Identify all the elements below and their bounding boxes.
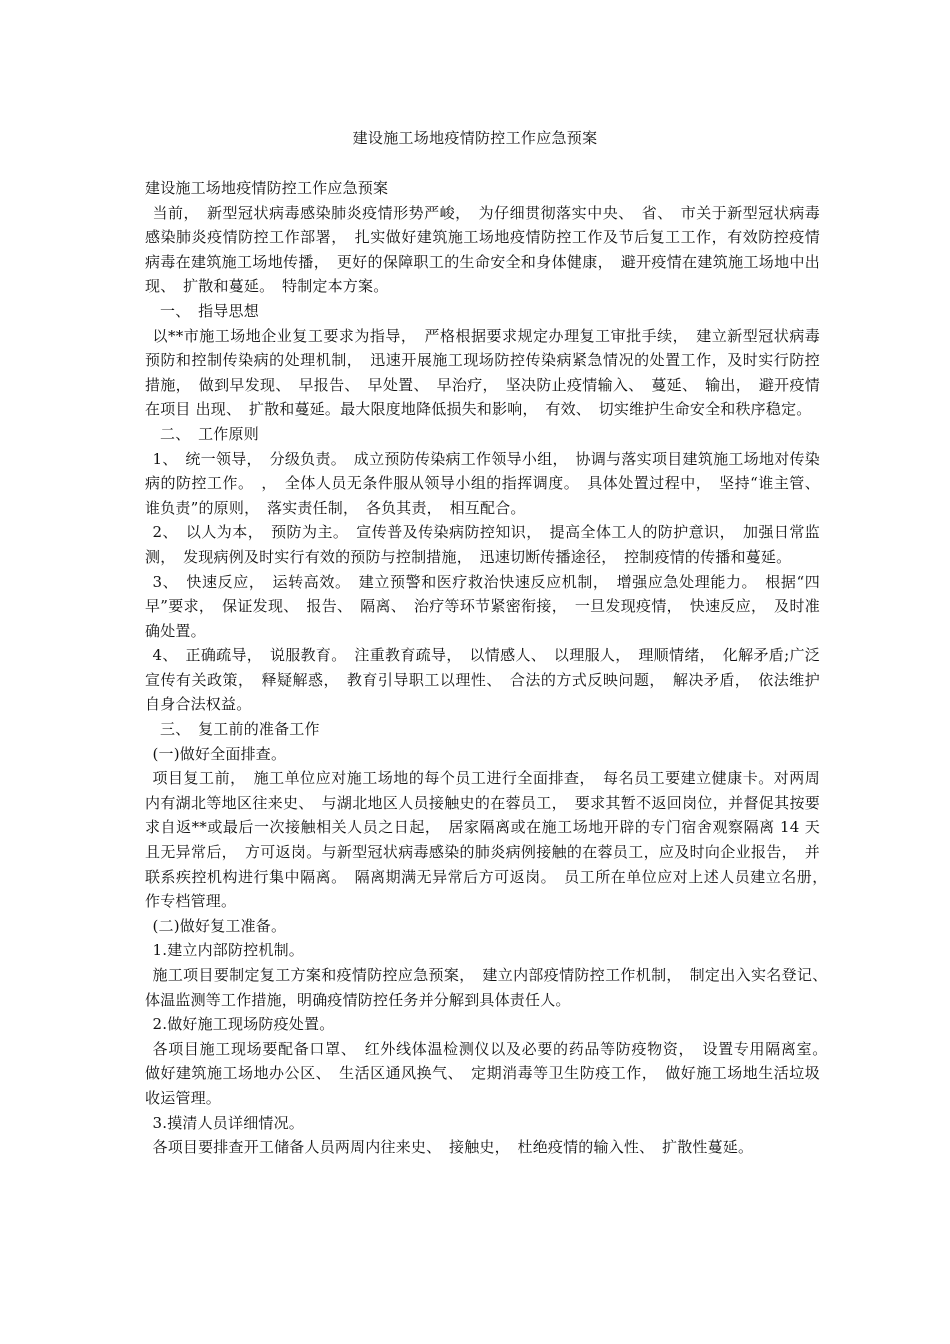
principle-4-paragraph: 4、 正确疏导， 说服教育。 注重教育疏导， 以情感人、 以理服人， 理顺情绪， 化解矛盾;广泛宣传有关政策， 释疑解惑， 教育引导职工以理性、 合法的方式反映问题， 解决矛盾， 依法维护自身合法权益。: [145, 646, 820, 714]
item-3-paragraph: 各项目要排查开工储备人员两周内往来史、 接触史， 杜绝疫情的输入性、 扩散性蔓延。: [152, 1138, 754, 1157]
screening-paragraph: 项目复工前， 施工单位应对施工场地的每个员工进行全面排查， 每名员工要建立健康卡。对两周内有湖北等地区往来史、 与湖北地区人员接触史的在蓉员工， 要求其暂不返回岗位，并督促其按要求自返**或最后一次接触相关人员之日起， 居家隔离或在施工场地开辟的专门宿舍观察隔离 14 天且无异常后， 方可返岗。与新型冠状病毒感染的肺炎病例接触的在蓉员工，应及时向企业报告， 并联系疾控机构进行集中隔离。 隔离期满无异常后方可返岗。 员工所在单位应对上述人员建立名册， 作专档管理。: [145, 769, 836, 911]
item-3-heading: 3.摸清人员详细情况。: [152, 1113, 305, 1132]
section-heading-guiding-ideology: 一、 指导思想: [160, 301, 259, 320]
intro-paragraph: 当前， 新型冠状病毒感染肺炎疫情形势严峻， 为仔细贯彻落实中央、 省、 市关于新型冠状病毒感染肺炎疫情防控工作部署， 扎实做好建筑施工场地疫情防控工作及节后复工工作，有效防控疫情病毒在建筑施工场地传播， 更好的保障职工的生命安全和身体健康， 避开疫情在建筑施工场地中出现、 扩散和蔓延。 特制定本方案。: [145, 203, 820, 296]
item-1-paragraph: 施工项目要制定复工方案和疫情防控应急预案， 建立内部疫情防控工作机制， 制定出入实名登记、 体温监测等工作措施，明确疫情防控任务并分解到具体责任人。: [145, 966, 836, 1009]
principle-2-paragraph: 2、 以人为本， 预防为主。 宣传普及传染病防控知识， 提高全体工人的防护意识， 加强日常监测， 发现病例及时实行有效的预防与控制措施， 迅速切断传播途径， 控制疫情的传播和蔓延。: [145, 523, 820, 566]
body-heading: 建设施工场地疫情防控工作应急预案: [145, 179, 389, 197]
section-heading-work-principles: 二、 工作原则: [160, 424, 259, 443]
document-title: 建设施工场地疫情防控工作应急预案: [352, 129, 598, 147]
subheading-resumption-prep: (二)做好复工准备。: [152, 916, 287, 935]
guiding-ideology-paragraph: 以**市施工场地企业复工要求为指导， 严格根据要求规定办理复工审批手续， 建立新型冠状病毒预防和控制传染病的处理机制， 迅速开展施工现场防控传染病紧急情况的处置工作，及时实行防控措施， 做到早发现、 早报告、 早处置、 早治疗， 坚决防止疫情输入、 蔓延、 输出， 避开疫情在项目 出现、 扩散和蔓延。最大限度地降低损失和影响， 有效、 切实维护生命安全和秩序稳定。: [145, 326, 820, 419]
principle-3-paragraph: 3、 快速反应， 运转高效。 建立预警和医疗救治快速反应机制， 增强应急处理能力。 根据“四早”要求， 保证发现、 报告、 隔离、 治疗等环节紧密衔接， 一旦发现疫情， 快速反应， 及时准确处置。: [145, 572, 820, 640]
item-2-paragraph: 各项目施工现场要配备口罩、 红外线体温检测仪以及必要的药品等防疫物资， 设置专用隔离室。 做好建筑施工场地办公区、 生活区通风换气、 定期消毒等卫生防疫工作， 做好施工场地生活垃圾收运管理。: [145, 1039, 836, 1107]
subheading-screening: (一)做好全面排查。: [152, 744, 287, 763]
section-heading-preparation: 三、 复工前的准备工作: [160, 720, 320, 739]
item-2-heading: 2.做好施工现场防疫处置。: [152, 1015, 335, 1034]
principle-1-paragraph: 1、 统一领导， 分级负责。 成立预防传染病工作领导小组， 协调与落实项目建筑施工场地对传染病的防控工作。 ， 全体人员无条件服从领导小组的指挥调度。 具体处置过程中， 坚持“谁主管、谁负责”的原则， 落实责任制， 各负其责， 相互配合。: [145, 449, 820, 517]
document-body: [145, 176, 836, 1160]
item-1-heading: 1.建立内部防控机制。: [152, 941, 305, 960]
